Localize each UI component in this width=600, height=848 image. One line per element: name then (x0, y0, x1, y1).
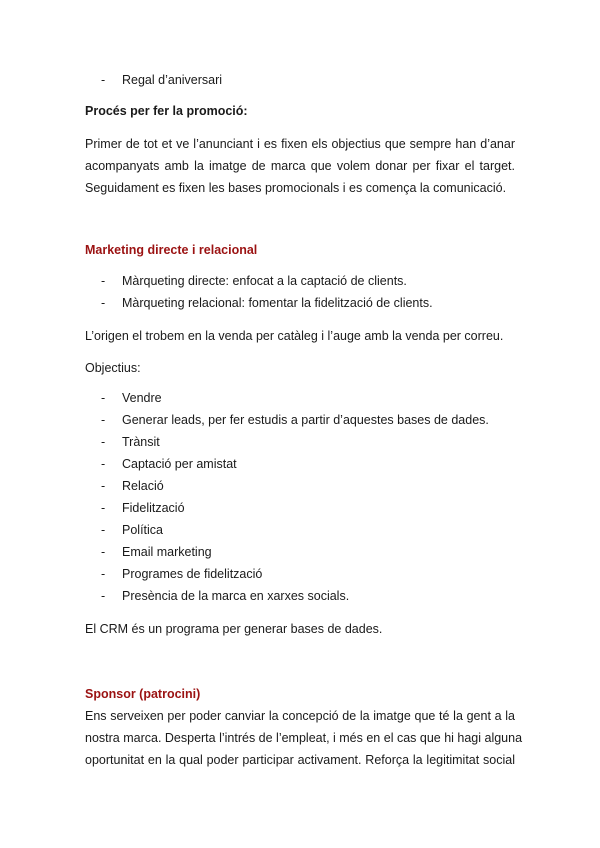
bullet-dash: - (101, 501, 106, 515)
sponsor-paragraph-line: oportunitat en la qual poder participar activament. Reforça la legitimitat social (85, 753, 515, 767)
bullet-dash: - (101, 589, 106, 603)
promo-paragraph-line: Seguidament es fixen les bases promocionals i es comença la comunicació. (85, 181, 507, 195)
sponsor-heading: Sponsor (patrocini) (85, 687, 201, 701)
list-item-text: Email marketing (122, 545, 212, 559)
bullet-dash: - (101, 457, 106, 471)
objectives-label: Objectius: (85, 361, 141, 375)
bullet-dash: - (101, 435, 106, 449)
list-item-text: Regal d’aniversari (122, 73, 223, 87)
list-item-text: Relació (122, 479, 164, 493)
bullet-dash: - (101, 545, 106, 559)
bullet-dash: - (101, 73, 106, 87)
bullet-dash: - (101, 567, 106, 581)
list-item-text: Trànsit (122, 435, 160, 449)
list-item-text: Fidelització (122, 501, 185, 515)
list-item-text: Vendre (122, 391, 162, 405)
bullet-dash: - (101, 479, 106, 493)
bullet-dash: - (101, 523, 106, 537)
promo-paragraph-line: Primer de tot et ve l’anunciant i es fixen els objectius que sempre han d’anar (85, 137, 515, 151)
bullet-dash: - (101, 296, 106, 310)
list-item-text: Màrqueting relacional: fomentar la fidelització de clients. (122, 296, 433, 310)
sponsor-paragraph-line: Ens serveixen per poder canviar la concepció de la imatge que té la gent a la (85, 709, 515, 723)
list-item-text: Política (122, 523, 163, 537)
bullet-dash: - (101, 274, 106, 288)
list-item-text: Generar leads, per fer estudis a partir d’aquestes bases de dades. (122, 413, 489, 427)
promo-heading: Procés per fer la promoció: (85, 104, 248, 118)
bullet-dash: - (101, 413, 106, 427)
list-item-text: Màrqueting directe: enfocat a la captació de clients. (122, 274, 407, 288)
bullet-dash: - (101, 391, 106, 405)
crm-text: El CRM és un programa per generar bases de dades. (85, 622, 383, 636)
list-item-text: Captació per amistat (122, 457, 237, 471)
promo-paragraph-line: acompanyats amb la imatge de marca que volem donar per fixar el target. (85, 159, 515, 173)
sponsor-paragraph-line: nostra marca. Desperta l’intrés de l’empleat, i més en el cas que hi hagi alguna (85, 731, 523, 745)
origin-text: L’origen el trobem en la venda per catàleg i l’auge amb la venda per correu. (85, 329, 504, 343)
marketing-heading: Marketing directe i relacional (85, 243, 258, 257)
list-item-text: Programes de fidelització (122, 567, 263, 581)
list-item-text: Presència de la marca en xarxes socials. (122, 589, 350, 603)
